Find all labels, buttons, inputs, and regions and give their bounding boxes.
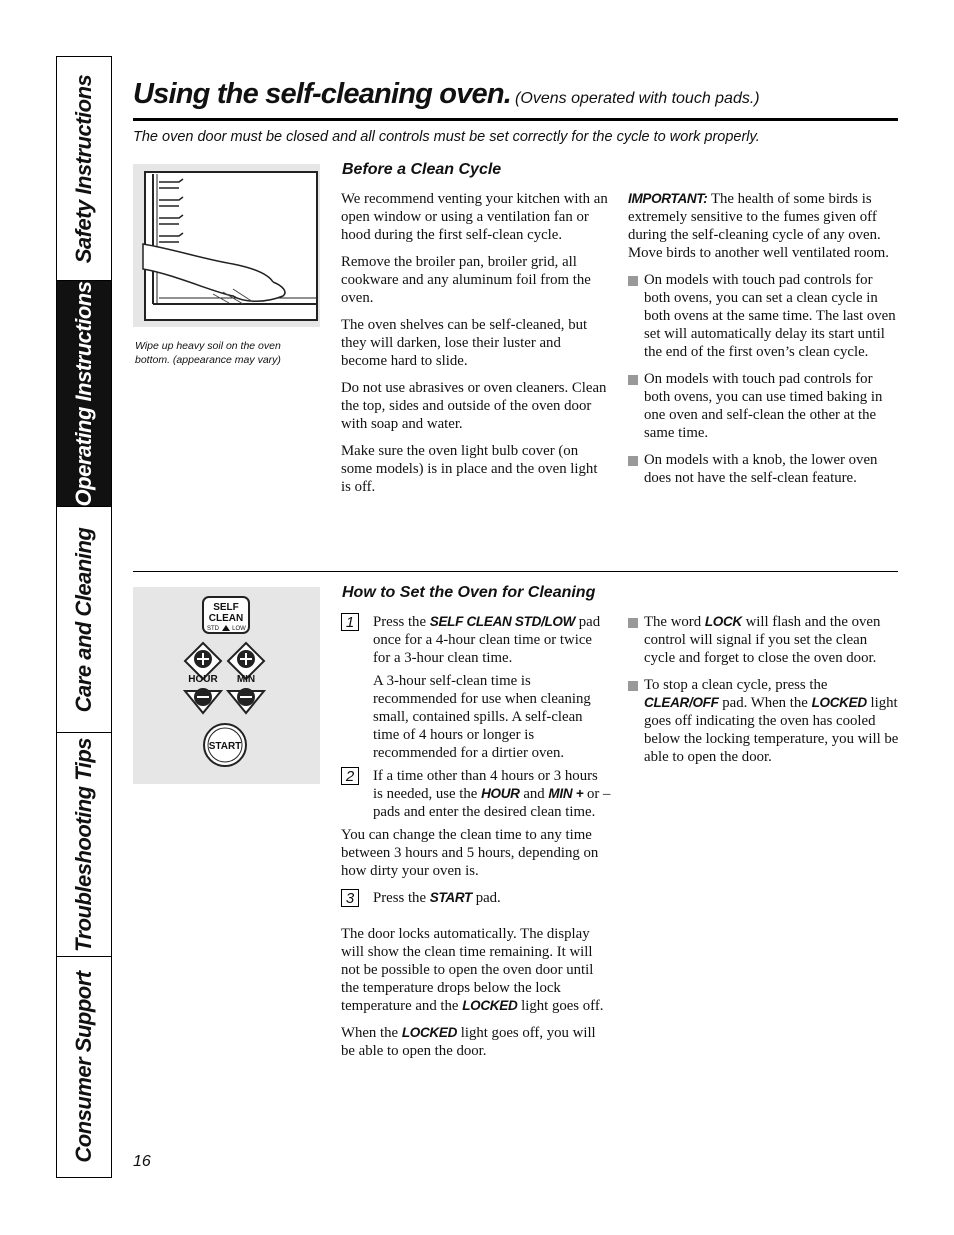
how-left-column [341,613,611,1060]
hour-pad-label: HOUR [188,674,218,685]
after-paragraph: The door locks automatically. The display will show the clean time remaining. It will not be possible to open the oven door until the temperature drops below the lock temperature and the LOCKED light goes off. [341,926,604,1014]
oven-wipe-illustration [133,164,320,327]
before-paragraph: The oven shelves can be self-cleaned, but they will darken, lose their luster and become hard to slide. [341,317,588,369]
step-1: 1 Press the SELF CLEAN STD/LOW pad once for a 4-hour clean time or twice for a 3-hour clean time. A 3-hour self-clean time is recommended for use when cleaning small, contained spills. A self-clean time of 4 hours or longer is recommended for a dirtier oven. [341,613,611,762]
step-number: 3 [341,889,359,907]
bullet-square-icon [628,618,638,628]
how-right-column [628,613,900,775]
side-tab-operating[interactable]: Operating Instructions [57,281,111,507]
bullet-item: The word LOCK will flash and the oven control will signal if you set the clean cycle and forget to close the oven door. [628,613,900,667]
svg-text:CLEAN: CLEAN [208,613,244,624]
side-tab-care[interactable]: Care and Cleaning [57,507,111,733]
before-paragraph: Make sure the oven light bulb cover (on some models) is in place and the oven light is off. [341,443,598,495]
step-number: 2 [341,767,359,785]
control-pad-illustration [133,587,320,784]
figure-caption-wipe: Wipe up heavy soil on the oven bottom. (appearance may vary) [135,340,281,366]
step-3: 3 Press the START pad. [341,889,611,907]
side-tab-nav [56,56,112,1178]
self-clean-pad-label: SELF [213,602,239,613]
svg-text:STD: STD [207,626,219,632]
before-paragraph: Do not use abrasives or oven cleaners. Clean the top, sides and outside of the oven door with soap and water. [341,380,607,432]
oven-wipe-drawing [133,164,320,327]
step-number: 1 [341,613,359,631]
bullet-square-icon [628,681,638,691]
step-2: 2 If a time other than 4 hours or 3 hours is needed, use the HOUR and MIN + or – pads and enter the desired clean time. [341,767,611,821]
important-note: IMPORTANT: The health of some birds is extremely sensitive to the fumes given off during the self-cleaning cycle of any oven. Move birds to another well ventilated room. [628,191,889,261]
svg-text:LOW: LOW [232,626,246,632]
section-heading-how: How to Set the Oven for Cleaning [342,584,596,601]
between-paragraph: You can change the clean time to any time between 3 hours and 5 hours, depending on how dirty your oven is. [341,827,599,879]
intro-text: The oven door must be closed and all controls must be set correctly for the cycle to work properly. [133,129,760,145]
bullet-item: On models with a knob, the lower oven does not have the self-clean feature. [628,451,898,487]
bullet-item: On models with touch pad controls for both ovens, you can set a clean cycle in both ovens at the same time. The last oven set will automatically delay its start until the end of the first oven’s clean cycle. [628,271,898,361]
title-rule [133,118,898,121]
after-paragraph: When the LOCKED light goes off, you will be able to open the door. [341,1025,596,1059]
before-right-column [628,190,898,496]
bullet-square-icon [628,276,638,286]
before-left-column [341,190,609,505]
side-tab-safety[interactable]: Safety Instructions [57,57,111,281]
bullet-square-icon [628,456,638,466]
control-pad-drawing [133,587,320,784]
start-pad-label: START [208,741,242,752]
bullet-square-icon [628,375,638,385]
min-pad-label: MIN [236,674,256,685]
bullet-item: On models with touch pad controls for both ovens, you can use timed baking in one oven and self-clean the other at the same time. [628,370,898,442]
page-title-sub: (Ovens operated with touch pads.) [515,90,760,107]
page-number: 16 [133,1153,151,1170]
bullet-item: To stop a clean cycle, press the CLEAR/OFF pad. When the LOCKED light goes off indicating the oven has cooled below the locking temperature, you will be able to open the door. [628,676,900,766]
side-tab-troubleshooting[interactable]: Troubleshooting Tips [57,733,111,957]
page-title-main: Using the self-cleaning oven. [133,78,512,110]
side-tab-consumer-support[interactable]: Consumer Support [71,971,96,1163]
section-heading-before: Before a Clean Cycle [342,161,502,178]
before-paragraph: Remove the broiler pan, broiler grid, all cookware and any aluminum foil from the oven. [341,254,591,306]
page-title [133,78,760,111]
before-paragraph: We recommend venting your kitchen with an open window or using a ventilation fan or hood during the first self-clean cycle. [341,191,608,243]
important-label: IMPORTANT: [628,191,708,206]
section-divider [133,571,898,572]
